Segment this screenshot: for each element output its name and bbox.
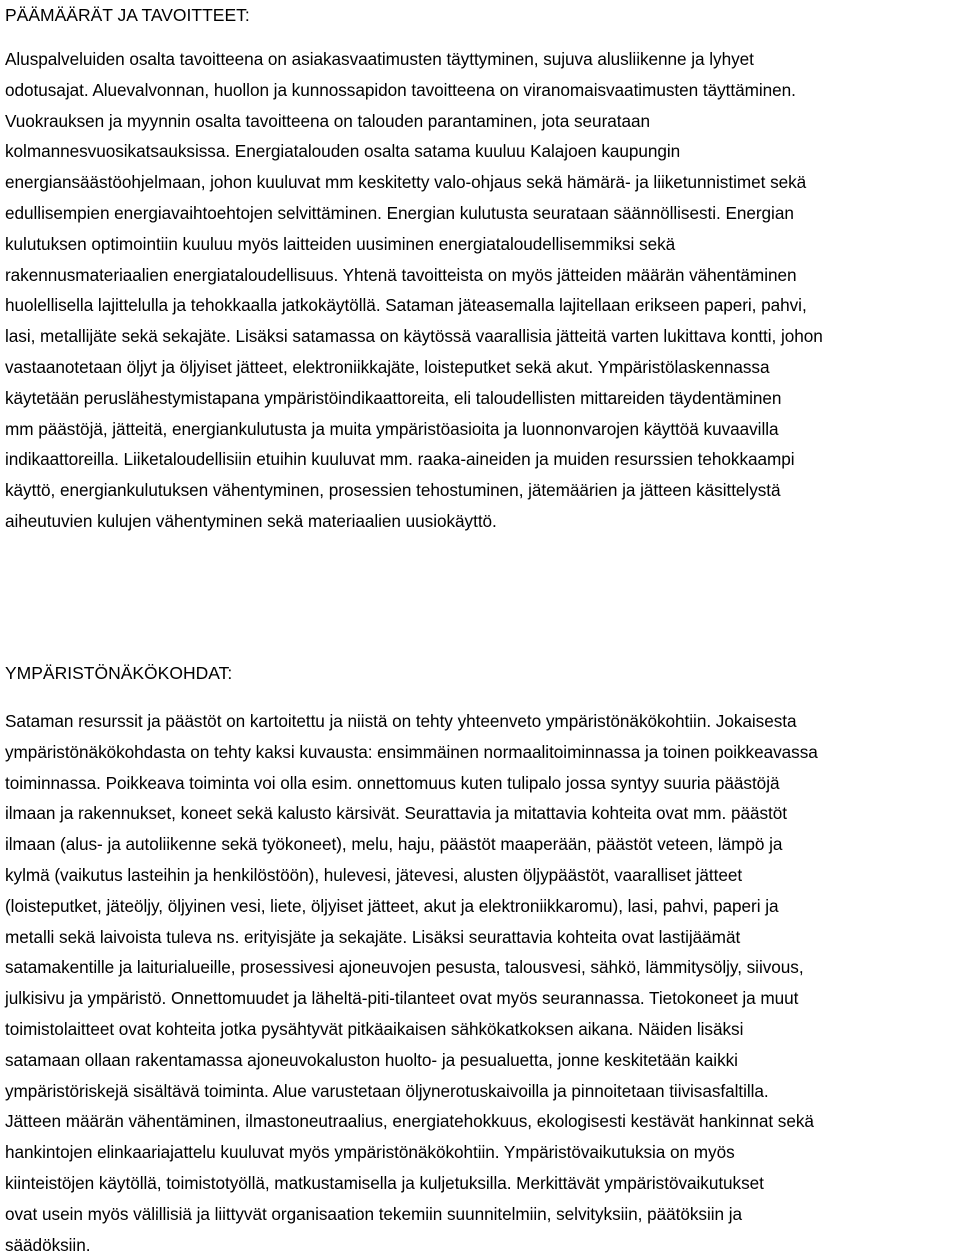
- paragraph-line: ovat usein myös välillisiä ja liittyvät organisaation tekemiin suunnitelmiin, selvityksiin, päätöksiin ja: [5, 1203, 743, 1224]
- paragraph-line: mm päästöjä, jätteitä, energiankulutusta ja muita ympäristöasioita ja luonnonvarojen käyttöä kuvaavilla: [5, 418, 779, 439]
- paragraph-line: käytetään peruslähestymistapana ympäristöindikaattoreita, eli taloudellisten mittareiden täydentäminen: [5, 387, 782, 408]
- paragraph-line: indikaattoreilla. Liiketaloudellisiin etuihin kuuluvat mm. raaka-aineiden ja muiden resurssien tehokkaampi: [5, 449, 795, 470]
- goals-paragraph: [5, 44, 957, 537]
- paragraph-line: satamakentille ja laiturialueille, prosessivesi ajoneuvojen pesusta, talousvesi, sähkö, lämmitysöljy, siivous,: [5, 957, 804, 978]
- paragraph-line: satamaan ollaan rakentamassa ajoneuvokaluston huolto- ja pesualuetta, jonne keskitetään kaikki: [5, 1049, 738, 1070]
- paragraph-line: käyttö, energiankulutuksen vähentyminen, prosessien tehostuminen, jätemäärien ja jätteen käsittelystä: [5, 480, 781, 501]
- paragraph-line: toiminnassa. Poikkeava toiminta voi olla esim. onnettomuus kuten tulipalo jossa syntyy suuria päästöjä: [5, 772, 780, 793]
- section-heading-environmental-aspects: YMPÄRISTÖNÄKÖKOHDAT:: [5, 663, 233, 683]
- paragraph-line: (loisteputket, jäteöljy, öljyinen vesi, liete, öljyiset jätteet, akut ja elektroniikkaromu), lasi, pahvi, paperi ja: [5, 895, 779, 916]
- paragraph-line: huolellisella lajittelulla ja tehokkaalla jatkokäytöllä. Sataman jäteasemalla lajitellaan erikseen paperi, pahvi,: [5, 295, 807, 316]
- paragraph-line: energiansäästöohjelmaan, johon kuuluvat mm keskitetty valo-ohjaus sekä hämärä- ja liiketunnistimet sekä: [5, 172, 807, 193]
- paragraph-line: kylmä (vaikutus lasteihin ja henkilöstöön), hulevesi, jätevesi, alusten öljypäästöt, vaaralliset jätteet: [5, 864, 743, 885]
- paragraph-line: rakennusmateriaalien energiataloudellisuus. Yhtenä tavoitteista on myös jätteiden määrän vähentäminen: [5, 264, 797, 285]
- paragraph-line: ympäristöriskejä sisältävä toiminta. Alue varustetaan öljynerotuskaivoilla ja pinnoitetaan tiivisasfaltilla.: [5, 1080, 769, 1101]
- paragraph-line: metalli sekä laivoista tuleva ns. erityisjäte ja sekajäte. Lisäksi seurattavia kohteita ovat lastijäämät: [5, 926, 741, 947]
- paragraph-line: Vuokrauksen ja myynnin osalta tavoitteena on talouden parantaminen, jota seurataan: [5, 110, 650, 131]
- section-heading-goals: PÄÄMÄÄRÄT JA TAVOITTEET:: [5, 5, 250, 25]
- paragraph-line: edullisempien energiavaihtoehtojen selvittäminen. Energian kulutusta seurataan säännöllisesti. Energian: [5, 202, 794, 223]
- paragraph-line: vastaanotetaan öljyt ja öljyiset jätteet, elektroniikkajäte, loisteputket sekä akut. Ympäristölaskennassa: [5, 356, 770, 377]
- paragraph-line: hankintojen elinkaariajattelu kuuluvat myös ympäristönäkökohtiin. Ympäristövaikutuksia on myös: [5, 1142, 735, 1163]
- paragraph-line: Jätteen määrän vähentäminen, ilmastoneutraalius, energiatehokkuus, ekologisesti kestävät hankinnat sekä: [5, 1111, 814, 1132]
- paragraph-line: Sataman resurssit ja päästöt on kartoitettu ja niistä on tehty yhteenveto ympäristönäkökohtiin. Jokaisesta: [5, 711, 797, 731]
- paragraph-line: ympäristönäkökohdasta on tehty kaksi kuvausta: ensimmäinen normaalitoiminnassa ja toinen poikkeavassa: [5, 741, 818, 762]
- paragraph-line: säädöksiin.: [5, 1234, 91, 1255]
- paragraph-line: lasi, metallijäte sekä sekajäte. Lisäksi satamassa on käytössä vaarallisia jätteitä varten lukittava kontti, johon: [5, 326, 823, 347]
- paragraph-line: ilmaan ja rakennukset, koneet sekä kalusto kärsivät. Seurattavia ja mitattavia kohteita ovat mm. päästöt: [5, 803, 788, 824]
- paragraph-line: aiheutuvien kulujen vähentyminen sekä materiaalien uusiokäyttö.: [5, 510, 497, 531]
- paragraph-line: toimistolaitteet ovat kohteita jotka pysähtyvät pitkäaikaisen sähkökatkoksen aikana. Näiden lisäksi: [5, 1018, 744, 1039]
- environmental-aspects-paragraph: [5, 706, 957, 1260]
- paragraph-line: kiinteistöjen käytöllä, toimistotyöllä, matkustamisella ja kuljetuksilla. Merkittävät ympäristövaikutukset: [5, 1172, 764, 1193]
- paragraph-line: kulutuksen optimointiin kuuluu myös laitteiden uusiminen energiataloudellisemmiksi sekä: [5, 233, 676, 254]
- paragraph-line: ilmaan (alus- ja autoliikenne sekä työkoneet), melu, haju, päästöt maaperään, päästöt veteen, lämpö ja: [5, 834, 783, 855]
- paragraph-line: odotusajat. Aluevalvonnan, huollon ja kunnossapidon tavoitteena on viranomaisvaatimusten täyttäminen.: [5, 79, 796, 100]
- paragraph-line: julkisivu ja ympäristö. Onnettomuudet ja läheltä-piti-tilanteet ovat myös seurannassa. Tietokoneet ja muut: [5, 988, 799, 1009]
- paragraph-line: kolmannesvuosikatsauksissa. Energiatalouden osalta satama kuuluu Kalajoen kaupungin: [5, 141, 681, 162]
- paragraph-line: Aluspalveluiden osalta tavoitteena on asiakasvaatimusten täyttyminen, sujuva alusliikenne ja lyhyet: [5, 49, 754, 69]
